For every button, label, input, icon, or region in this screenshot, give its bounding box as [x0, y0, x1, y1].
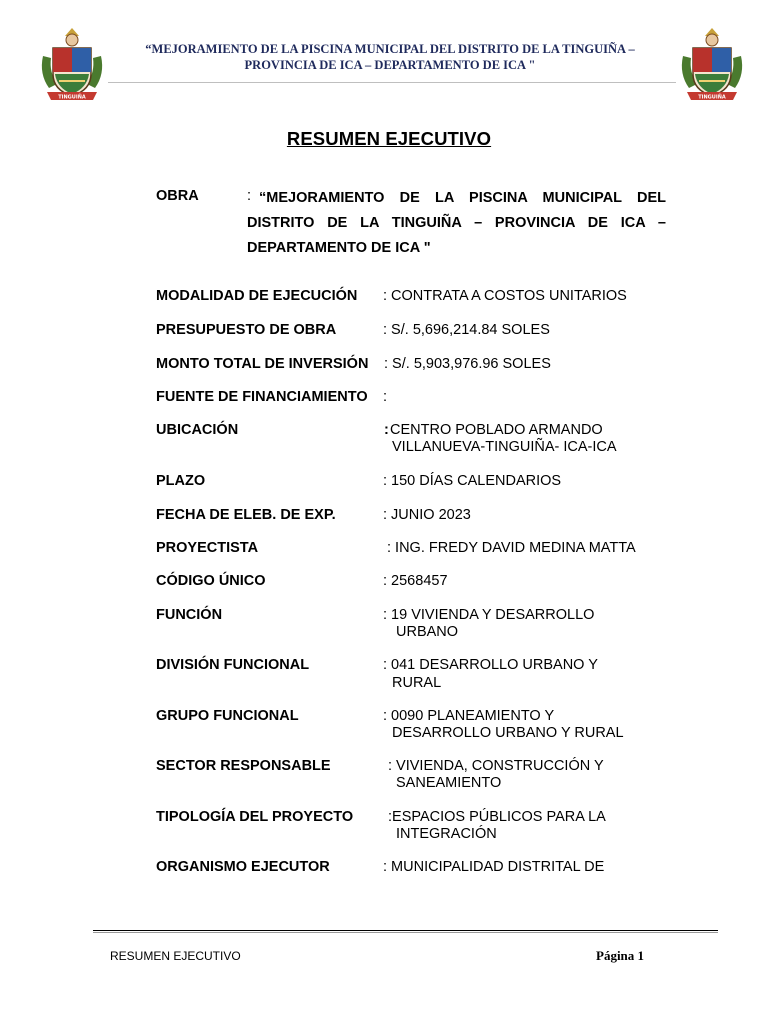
field-label-grupo: GRUPO FUNCIONAL	[156, 708, 299, 724]
field-label-organismo: ORGANISMO EJECUTOR	[156, 859, 330, 875]
footer-divider-shadow	[93, 932, 718, 933]
field-label-monto-total: MONTO TOTAL DE INVERSIÓN	[156, 356, 369, 372]
field-value-plazo: : 150 DÍAS CALENDARIOS	[383, 473, 562, 489]
document-title: RESUMEN EJECUTIVO	[286, 128, 492, 149]
field-value-fuente: :	[383, 389, 388, 405]
field-label-sector: SECTOR RESPONSABLE	[156, 758, 331, 774]
crest-banner-text: TINGUIÑA	[698, 94, 726, 101]
field-label-ubicacion: UBICACIÓN	[156, 422, 239, 438]
field-value-tipologia-line1: :ESPACIOS PÚBLICOS PARA LA	[388, 809, 606, 825]
field-value-tipologia-line2: INTEGRACIÓN	[396, 826, 497, 842]
field-label-funcion: FUNCIÓN	[156, 607, 223, 623]
header-divider	[108, 82, 676, 83]
field-label-plazo: PLAZO	[156, 473, 206, 489]
field-value-funcion-line1: : 19 VIVIENDA Y DESARROLLO	[383, 607, 595, 623]
field-value-funcion-line2: URBANO	[396, 624, 459, 640]
header-title	[110, 41, 670, 73]
field-value-fecha: : JUNIO 2023	[383, 507, 471, 523]
field-label-fuente: FUENTE DE FINANCIAMIENTO	[156, 389, 368, 405]
field-value-grupo-line2: DESARROLLO URBANO Y RURAL	[392, 725, 624, 741]
obra-value: “MEJORAMIENTO DE LA PISCINA MUNICIPAL DEL DISTRITO DE LA TINGUIÑA – PROVINCIA DE ICA – DEPARTAMENTO DE ICA "	[247, 190, 666, 256]
field-value-division-line1: : 041 DESARROLLO URBANO Y	[383, 657, 598, 673]
field-label-modalidad: MODALIDAD DE EJECUCIÓN	[156, 288, 358, 304]
field-value-grupo-line1: : 0090 PLANEAMIENTO Y	[383, 708, 555, 724]
municipal-crest-icon	[677, 26, 747, 106]
crest-banner-text: TINGUIÑA	[58, 94, 86, 101]
field-value-modalidad: : CONTRATA A COSTOS UNITARIOS	[383, 288, 627, 304]
field-label-proyectista: PROYECTISTA	[156, 540, 259, 556]
footer-page-number: Página 1	[596, 948, 645, 963]
field-value-codigo: : 2568457	[383, 573, 448, 589]
field-value-ubicacion-line1: CENTRO POBLADO ARMANDO	[390, 422, 603, 438]
field-value-proyectista: : ING. FREDY DAVID MEDINA MATTA	[387, 540, 636, 556]
header-title-line2: PROVINCIA DE ICA – DEPARTAMENTO DE ICA "	[244, 58, 536, 72]
field-value-monto-total: : S/. 5,903,976.96 SOLES	[384, 356, 551, 372]
field-value-ubicacion-line2: VILLANUEVA-TINGUIÑA- ICA-ICA	[392, 439, 617, 455]
field-label-fecha: FECHA DE ELEB. DE EXP.	[156, 507, 336, 523]
obra-colon: :	[247, 188, 252, 204]
footer-section-name: RESUMEN EJECUTIVO	[110, 949, 241, 963]
field-value-sector-line2: SANEAMIENTO	[396, 775, 502, 791]
footer-divider	[93, 930, 718, 931]
field-label-division: DIVISIÓN FUNCIONAL	[156, 657, 310, 673]
header-title-line1: “MEJORAMIENTO DE LA PISCINA MUNICIPAL DEL DISTRITO DE LA TINGUIÑA –	[145, 42, 635, 56]
field-value-presupuesto: : S/. 5,696,214.84 SOLES	[383, 322, 550, 338]
field-label-tipologia: TIPOLOGÍA DEL PROYECTO	[156, 809, 354, 825]
obra-label: OBRA	[156, 188, 199, 204]
field-value-sector-line1: : VIVIENDA, CONSTRUCCIÓN Y	[388, 758, 604, 774]
field-label-codigo: CÓDIGO ÚNICO	[156, 573, 266, 589]
field-value-division-line2: RURAL	[392, 675, 442, 691]
field-value-ubicacion-colon: :	[384, 422, 389, 438]
municipal-crest-icon	[37, 26, 107, 106]
field-value-organismo: : MUNICIPALIDAD DISTRITAL DE	[383, 859, 605, 875]
field-label-presupuesto: PRESUPUESTO DE OBRA	[156, 322, 337, 338]
